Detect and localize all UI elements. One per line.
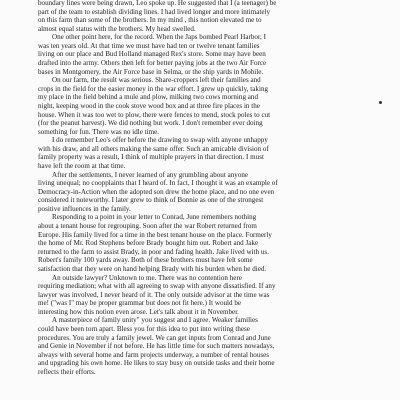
- text-line: interesting how this notion even arose. Let's talk about it in November.: [38, 307, 239, 316]
- text-line: reflects their efforts.: [38, 367, 96, 376]
- text-line: house. When it was too wet to plow, there were fences to mend, stock poles to cut: [38, 110, 271, 119]
- text-line: almost equal status with the brothers. My head swelled.: [38, 24, 196, 33]
- paragraph: [38, 33, 390, 76]
- text-line: A masterpiece of family unity" you suggest and I agree. Weaker families: [52, 316, 258, 325]
- paragraph: [38, 76, 390, 136]
- text-line: Responding to a point in your letter to Conrad, June remembers nothing: [52, 213, 257, 222]
- margin-mark: [379, 101, 382, 104]
- text-line: part of the team to establish dividing lines. I had lived longer and more intimately: [38, 7, 271, 16]
- text-line: about a tenant house for regrouping. Soon after the war Robert returned from: [38, 222, 257, 231]
- text-line: I do remember Leo's offer before the drawing to swap with anyone unhappy: [52, 136, 268, 145]
- text-line: and upgrading his own home. He likes to stay busy on outside tasks and their home: [38, 359, 275, 368]
- text-line: boundary lines were being drawn, Leo spoke up. He suggested that I (a teenager) be: [38, 0, 277, 7]
- text-line: positive influences in the family.: [38, 204, 131, 213]
- paragraph: [38, 136, 390, 170]
- letter-body: [38, 0, 390, 376]
- text-line: was ten years old. At that time we must have had ten or twelve tenant families: [38, 41, 260, 50]
- text-line: Robert's family 100 yards away. Both of these brothers must have felt some: [38, 256, 253, 265]
- text-line: crops in the field for the easier money in the war effort. I grew up quickly, taking: [38, 84, 269, 93]
- text-line: with his draw, and all others making the same offer. Such an amicable division of: [38, 144, 269, 153]
- text-line: have left the room at that time.: [38, 161, 126, 170]
- text-line: the home of Mr. Rod Stephens before Brady bought him out. Robert and Jake: [38, 239, 259, 248]
- text-line: on this farm than some of the brothers. In my mind , this notion elevated me to: [38, 16, 262, 25]
- paragraph: [38, 274, 390, 317]
- text-line: lawyer was involved, I never heard of it. The only outside advisor at the time was: [38, 290, 270, 299]
- text-line: Europe. His family lived for a time in the best tenant house on the place. Formerly: [38, 230, 272, 239]
- text-line: living unequal; no coopplaints that I heard of. In fact, I thought it was an example of: [38, 179, 278, 188]
- text-line: requiring mediation; what with all agreeing to swap with anyone dissatisfied. If any: [38, 282, 276, 291]
- paragraph: [38, 316, 390, 376]
- text-line: and Genie in November if not before. He has little time for such matters nowadays,: [38, 342, 275, 351]
- text-line: drafted into the army. Others then left for better paying jobs at the two Air Force: [38, 59, 267, 68]
- text-line: considered it noteworthy. I later grew to think of Bonnie as one of the strongest: [38, 196, 264, 205]
- text-line: family property was a result, I think of multiple prayers in that direction. I must: [38, 153, 264, 162]
- text-line: On our farm, the result was serious. Share-croppers left their families and: [52, 76, 261, 85]
- text-line: (for the peanut harvest). We did nothing but work. I don't remember ever doing: [38, 119, 263, 128]
- text-line: One other point here, for the record. When the Japs bombed Pearl Harbor, I: [52, 33, 266, 42]
- text-line: could have been torn apart. Bless you for this idea to put into writing these: [38, 324, 250, 333]
- text-line: After the settlements, I never learned of any grumbling about anyone: [52, 170, 249, 179]
- text-line: my place in the field behind a mule and plow, milking two cows morning and: [38, 93, 259, 102]
- text-line: bases in Montgomery, the Air Force base in Selma, or the ship yards in Mobile.: [38, 67, 264, 76]
- text-line: living on our place and Bud Holland managed Rex's store. Some may have been: [38, 50, 266, 59]
- text-line: satisfaction that they were on hand helping Brady with his burden when he died.: [38, 264, 267, 273]
- text-line: returned to the farm to assist Brady, in poor and fading health. Jake lived with us.: [38, 247, 269, 256]
- text-line: night, keeping wood in the cook stove wood box and at three fire places in the: [38, 101, 260, 110]
- text-line: procedures. You are truly a family jewel. We can get inputs from Conrad and June: [38, 333, 271, 342]
- text-line: me! ("was I" may be proper grammar but does not fit here.) It would be: [38, 299, 242, 308]
- text-line: Democracy-in-Action when the adopted son drew the home place, and no one even: [38, 187, 275, 196]
- paragraph: [38, 213, 390, 273]
- text-line: always with several home and farm projects underway, a number of rental houses: [38, 350, 270, 359]
- text-line: An outside lawyer? Unknown to me. There was no contention here: [52, 273, 242, 282]
- paragraph: [38, 0, 390, 33]
- text-line: something for fun. There was no idle time.: [38, 127, 160, 136]
- paragraph: [38, 171, 390, 214]
